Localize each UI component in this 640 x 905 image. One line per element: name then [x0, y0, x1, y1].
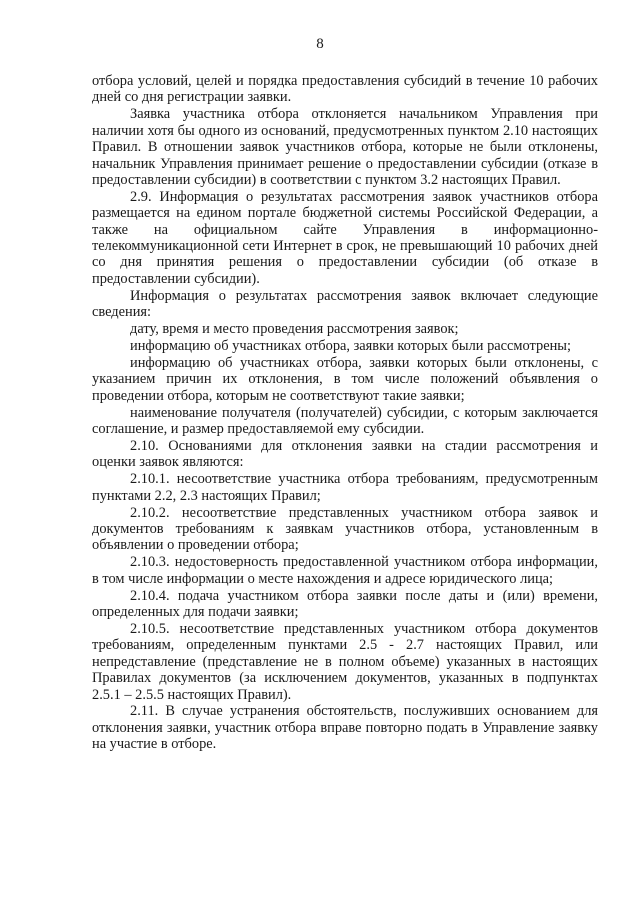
paragraph: 2.9. Информация о результатах рассмотрения заявок участников отбора размещается на едином портале бюджетной системы Российской Федерации, а также на официальном сайте Управления в информационно-телекоммуникационной сети Интернет в срок, не превышающий 10 рабочих дней со дня принятия решения о предоставлении субсидии (об отказе в предоставлении субсидии).	[92, 188, 598, 287]
document-body	[92, 73, 598, 753]
sub-clause: 2.10.2. несоответствие представленных участником отбора заявок и документов требованиям к заявкам участников отбора, установленным в объявлении о проведении отбора;	[92, 504, 598, 554]
page-number: 8	[316, 36, 324, 52]
paragraph: Заявка участника отбора отклоняется начальником Управления при наличии хотя бы одного из оснований, предусмотренных пунктом 2.10 настоящих Правил. В отношении заявок участников отбора, которые не были отклонены, начальник Управления принимает решение о предоставлении субсидии (отказе в предоставлении субсидии) в соответствии с пунктом 3.2 настоящих Правил.	[92, 106, 598, 188]
list-item: наименование получателя (получателей) субсидии, с которым заключается соглашение, и размер предоставляемой ему субсидии.	[92, 404, 598, 438]
sub-clause: 2.10.3. недостоверность предоставленной участником отбора информации, в том числе информации о месте нахождения и адресе юридического лица;	[92, 554, 598, 587]
list-item: дату, время и место проведения рассмотрения заявок;	[130, 321, 459, 338]
paragraph: 2.10. Основаниями для отклонения заявки на стадии рассмотрения и оценки заявок являются:	[92, 437, 598, 471]
sub-clause: 2.10.1. несоответствие участника отбора требованиям, предусмотренным пунктами 2.2, 2.3 настоящих Правил;	[92, 471, 598, 504]
paragraph: 2.11. В случае устранения обстоятельств, послуживших основанием для отклонения заявки, участник отбора вправе повторно подать в Управление заявку на участие в отборе.	[92, 703, 598, 753]
sub-clause: 2.10.4. подача участником отбора заявки после даты и (или) времени, определенных для подачи заявки;	[92, 587, 598, 620]
sub-clause: 2.10.5. несоответствие представленных участником отбора документов требованиям, определенным пунктами 2.5 - 2.7 настоящих Правил, или непредставление (представление не в полном объеме) указанных в настоящих Правилах документов (за исключением документов, указанных в подпунктах 2.5.1 – 2.5.5 настоящих Правил).	[92, 620, 598, 703]
paragraph: отбора условий, целей и порядка предоставления субсидий в течение 10 рабочих дней со дня регистрации заявки.	[92, 73, 598, 106]
list-item: информацию об участниках отбора, заявки которых были рассмотрены;	[130, 338, 571, 354]
list-item: информацию об участниках отбора, заявки которых были отклонены, с указанием причин их отклонения, в том числе положений объявления о проведении отбора, которым не соответствуют такие заявки;	[92, 354, 598, 404]
paragraph: Информация о результатах рассмотрения заявок включает следующие сведения:	[92, 287, 598, 321]
